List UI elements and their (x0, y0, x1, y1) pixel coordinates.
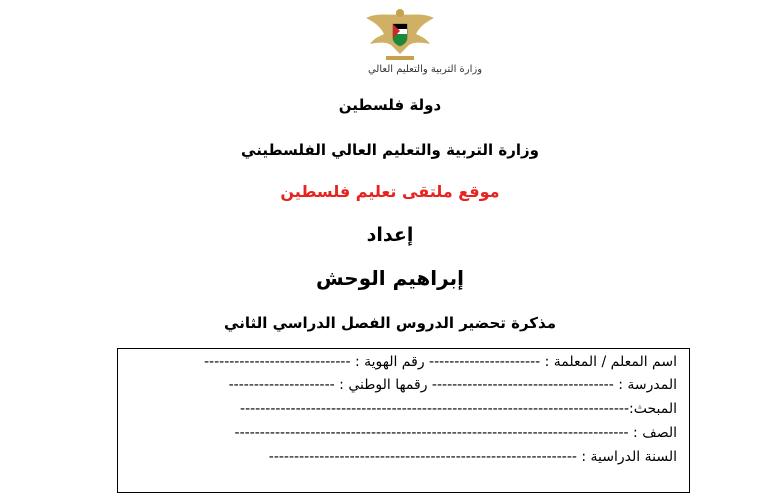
emblem-caption: وزارة التربية والتعليم العالي (367, 64, 483, 75)
ministry-name: وزارة التربية والتعليم العالي الفلسطيني (241, 141, 539, 159)
teacher-info-box (117, 348, 690, 493)
prepared-label: إعداد (366, 224, 414, 246)
school-row: المدرسة : ------------------------------------ رقمها الوطني : --------------------- (228, 377, 677, 393)
grade-row: الصف : ------------------------------------------------------------------------------ (234, 425, 677, 441)
website-name: موقع ملتقى تعليم فلسطين (280, 182, 500, 201)
state-name: دولة فلسطين (338, 96, 442, 114)
teacher-name-id-row: اسم المعلم / المعلمة : ---------------------- رقم الهوية : ----------------------------- (204, 354, 677, 370)
author-name: إبراهيم الوحش (316, 266, 464, 290)
palestine-emblem-icon (360, 4, 440, 64)
subject-row: المبحث:----------------------------------------------------------------------------- (240, 401, 677, 417)
document-title: مذكرة تحضير الدروس الفصل الدراسي الثاني (224, 314, 556, 332)
academic-year-row: السنة الدراسية : ------------------------------------------------------------- (268, 449, 677, 465)
